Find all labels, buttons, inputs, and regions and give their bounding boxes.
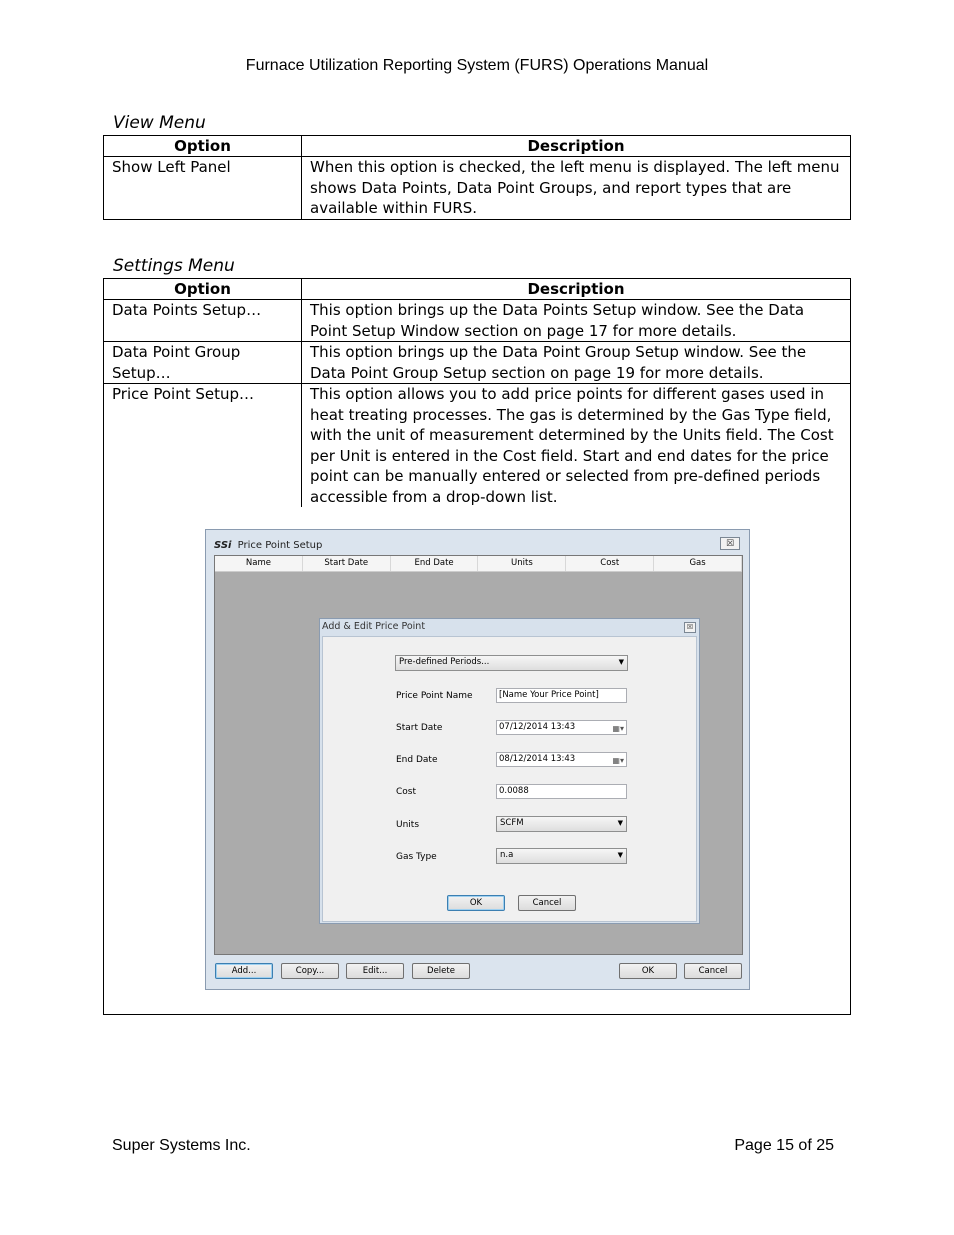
cost-label: Cost — [396, 787, 417, 797]
calendar-icon[interactable]: ▦▾ — [612, 756, 624, 765]
description-cell: This option brings up the Data Point Group Setup window. See the Data Point Group Setup section on page 19 for more details. — [302, 342, 851, 384]
grid-column-gas[interactable]: Gas — [654, 556, 742, 571]
end-date-label: End Date — [396, 755, 438, 765]
add-edit-price-point-dialog — [319, 618, 700, 924]
units-dropdown[interactable] — [496, 816, 627, 832]
dialog-cancel-button[interactable]: Cancel — [518, 895, 576, 911]
end-date-picker[interactable] — [496, 752, 627, 767]
option-cell: Data Points Setup… — [104, 300, 302, 342]
copy-button[interactable]: Copy... — [281, 963, 339, 979]
footer-company: Super Systems Inc. — [112, 1137, 251, 1154]
grid-column-units[interactable]: Units — [478, 556, 566, 571]
start-date-label: Start Date — [396, 723, 443, 733]
price-point-setup-window — [205, 529, 750, 990]
start-date-value: 07/12/2014 13:43 — [499, 722, 576, 732]
settings-menu-title: Settings Menu — [113, 256, 235, 276]
cost-input[interactable]: 0.0088 — [496, 784, 627, 799]
price-point-name-label: Price Point Name — [396, 691, 473, 701]
chevron-down-icon: ▼ — [618, 658, 624, 666]
dialog-ok-button[interactable]: OK — [447, 895, 505, 911]
edit-button[interactable]: Edit... — [346, 963, 404, 979]
dialog-body — [322, 636, 697, 922]
cancel-button[interactable]: Cancel — [684, 963, 742, 979]
units-value: SCFM — [500, 818, 524, 828]
delete-button[interactable]: Delete — [412, 963, 470, 979]
ssi-logo: SSi — [214, 540, 232, 551]
option-cell: Show Left Panel — [104, 157, 302, 220]
window-title: Price Point Setup — [237, 540, 323, 551]
grid-column-start-date[interactable]: Start Date — [303, 556, 391, 571]
column-header-option: Option — [104, 136, 302, 157]
dialog-title: Add & Edit Price Point — [322, 621, 426, 632]
footer-page-number: Page 15 of 25 — [734, 1137, 834, 1154]
view-menu-table — [103, 135, 851, 220]
predefined-periods-dropdown[interactable] — [395, 655, 628, 671]
description-cell: When this option is checked, the left menu is displayed. The left menu shows Data Points, Data Point Groups, and report types that are available within FURS. — [302, 157, 851, 220]
grid-header — [215, 556, 742, 572]
gas-type-value: n.a — [500, 850, 514, 860]
option-cell: Data Point Group Setup… — [104, 342, 302, 384]
view-menu-title: View Menu — [113, 113, 206, 133]
column-header-option: Option — [104, 279, 302, 300]
gas-type-dropdown[interactable] — [496, 848, 627, 864]
price-point-name-input[interactable]: [Name Your Price Point] — [496, 688, 627, 703]
grid-column-cost[interactable]: Cost — [566, 556, 654, 571]
chevron-down-icon: ▼ — [617, 851, 623, 859]
add-button[interactable]: Add... — [215, 963, 273, 979]
description-cell: This option allows you to add price points for different gases used in heat treating processes. The gas is determined by the Gas Type field, with the unit of measurement determined by the Units field. The Cost per Unit is entered in the Cost field. Start and end dates for the price point can be manually entered or selected from pre-defined periods accessible from a drop-down list. — [310, 385, 834, 506]
window-title-bar — [214, 538, 322, 554]
gas-type-label: Gas Type — [396, 852, 437, 862]
column-header-description: Description — [302, 136, 851, 157]
option-cell: Price Point Setup… — [104, 384, 302, 507]
document-header: Furnace Utilization Reporting System (FURS) Operations Manual — [245, 57, 709, 74]
dialog-close-button[interactable]: ☒ — [684, 622, 696, 633]
window-close-button[interactable]: ☒ — [720, 537, 740, 550]
chevron-down-icon: ▼ — [617, 819, 623, 827]
table-row — [104, 342, 851, 384]
grid-column-end-date[interactable]: End Date — [391, 556, 479, 571]
end-date-value: 08/12/2014 13:43 — [499, 754, 576, 764]
price-point-grid — [214, 555, 743, 955]
units-label: Units — [396, 820, 420, 830]
predefined-periods-value: Pre-defined Periods... — [399, 657, 490, 667]
grid-column-name[interactable]: Name — [215, 556, 303, 571]
column-header-description: Description — [302, 279, 851, 300]
description-cell: This option brings up the Data Points Setup window. See the Data Point Setup Window section on page 17 for more details. — [302, 300, 851, 342]
start-date-picker[interactable] — [496, 720, 627, 735]
table-row — [104, 300, 851, 342]
calendar-icon[interactable]: ▦▾ — [612, 724, 624, 733]
table-row — [104, 157, 851, 220]
ok-button[interactable]: OK — [619, 963, 677, 979]
